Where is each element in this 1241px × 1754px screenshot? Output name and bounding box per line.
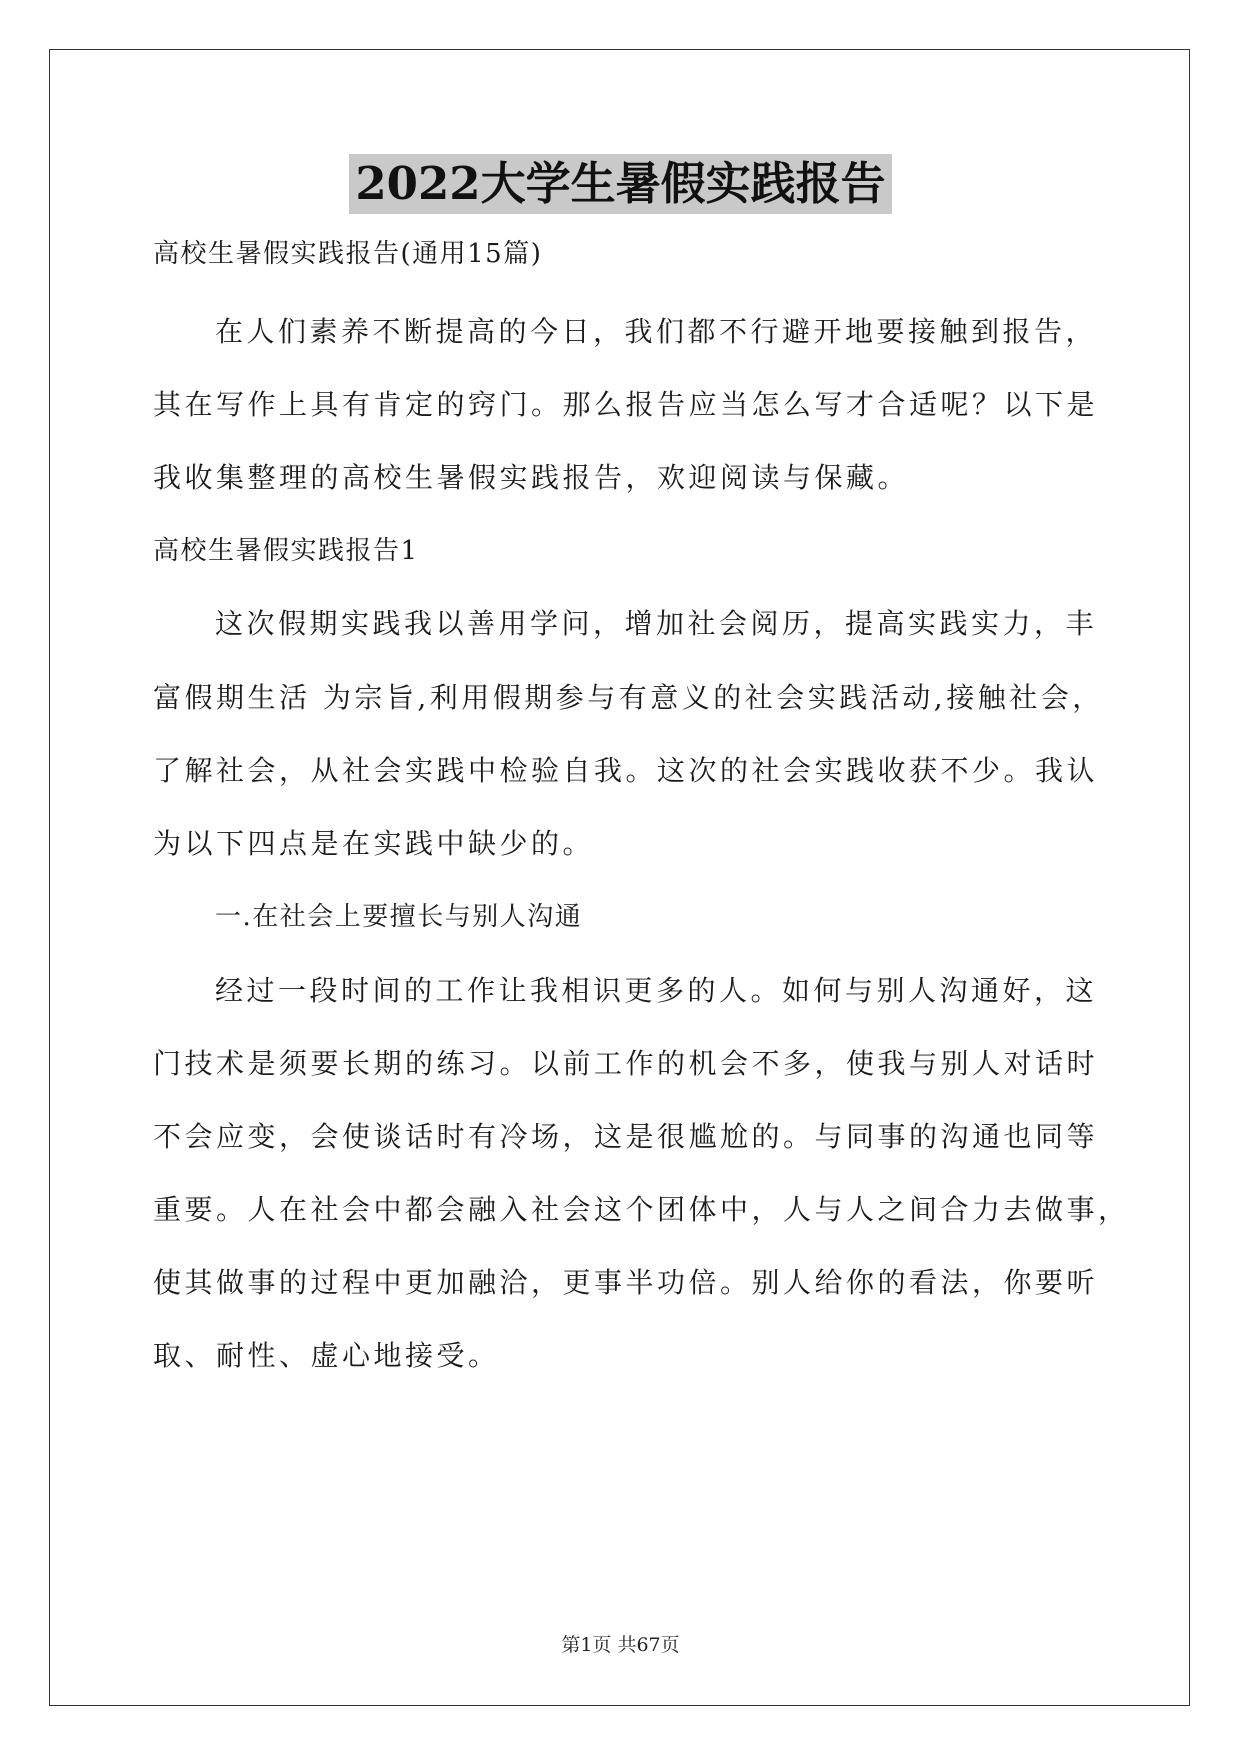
section-heading: 高校生暑假实践报告1 — [153, 536, 419, 566]
intro-line-3: 我收集整理的高校生暑假实践报告，欢迎阅读与保藏。 — [153, 461, 910, 494]
document-subtitle: 高校生暑假实践报告(通用15篇) — [153, 239, 543, 269]
para2-line-3: 不会应变，会使谈话时有冷场，这是很尴尬的。与同事的沟通也同等 — [153, 1120, 1099, 1153]
intro-line-2: 其在写作上具有肯定的窍门。那么报告应当怎么写才合适呢？以下是 — [153, 388, 1099, 421]
para1-line-1: 这次假期实践我以善用学问，增加社会阅历，提高实践实力，丰 — [215, 607, 1098, 640]
para2-line-6: 取、耐性、虚心地接受。 — [153, 1339, 500, 1372]
title-container — [0, 154, 1241, 214]
para2-line-2: 门技术是须要长期的练习。以前工作的机会不多，使我与别人对话时 — [153, 1047, 1099, 1080]
para2-line-4: 重要。人在社会中都会融入社会这个团体中，人与人之间合力去做事， — [153, 1193, 1130, 1226]
page-border — [49, 49, 1190, 1706]
intro-line-1: 在人们素养不断提高的今日，我们都不行避开地要接触到报告， — [215, 315, 1098, 348]
point-heading-1: 一.在社会上要擅长与别人沟通 — [215, 902, 583, 932]
para1-line-2: 富假期生活 为宗旨,利用假期参与有意义的社会实践活动,接触社会， — [153, 681, 1104, 714]
para1-line-3: 了解社会，从社会实践中检验自我。这次的社会实践收获不少。我认 — [153, 754, 1099, 787]
para2-line-1: 经过一段时间的工作让我相识更多的人。如何与别人沟通好，这 — [215, 974, 1098, 1007]
para2-line-5: 使其做事的过程中更加融洽，更事半功倍。别人给你的看法，你要听 — [153, 1266, 1099, 1299]
document-title: 2022大学生暑假实践报告 — [349, 154, 891, 214]
page-footer: 第1页 共67页 — [561, 1634, 680, 1656]
para1-line-4: 为以下四点是在实践中缺少的。 — [153, 827, 595, 860]
